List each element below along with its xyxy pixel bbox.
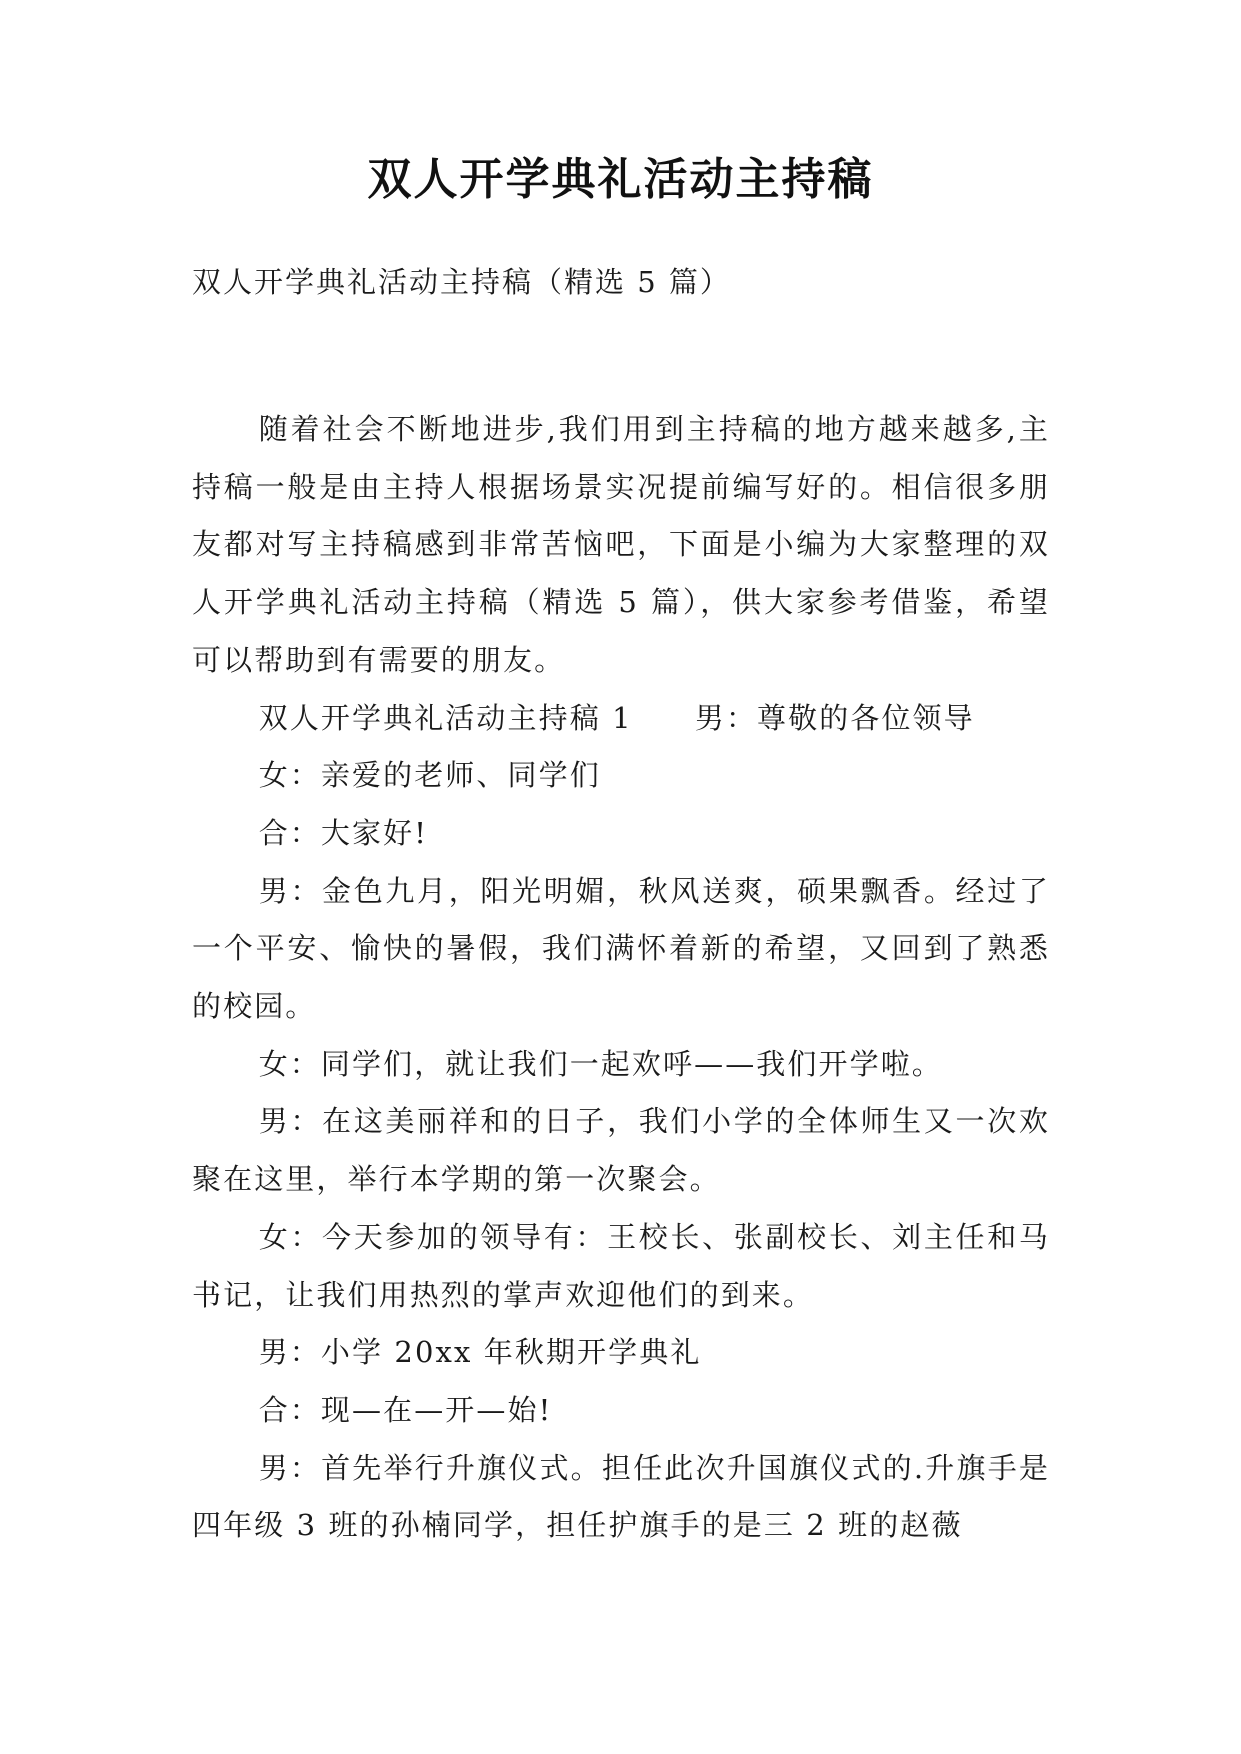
paragraph: 男：小学 20xx 年秋期开学典礼: [258, 1335, 702, 1370]
paragraph: 女：同学们，就让我们一起欢呼——我们开学啦。: [258, 1046, 943, 1081]
document-title: 双人开学典礼活动主持稿: [367, 154, 874, 205]
paragraph: 男：首先举行升旗仪式。担任此次升国旗仪式的.升旗手是四年级 3 班的孙楠同学，担任护旗手的是三 2 班的赵薇: [192, 1450, 1050, 1543]
paragraph: 女：今天参加的领导有：王校长、张副校长、刘主任和马书记，让我们用热烈的掌声欢迎他们的到来。: [192, 1219, 1050, 1312]
paragraph: 随着社会不断地进步,我们用到主持稿的地方越来越多,主持稿一般是由主持人根据场景实况提前编写好的。相信很多朋友都对写主持稿感到非常苦恼吧，下面是小编为大家整理的双人开学典礼活动主持稿（精选 5 篇），供大家参考借鉴，希望可以帮助到有需要的朋友。: [192, 412, 1050, 677]
paragraph: 男：金色九月，阳光明媚，秋风送爽，硕果飘香。经过了一个平安、愉快的暑假，我们满怀着新的希望，又回到了熟悉的校园。: [192, 873, 1050, 1024]
paragraph: 女：亲爱的老师、同学们: [258, 758, 601, 793]
document-body: [192, 401, 1050, 1555]
paragraph: 双人开学典礼活动主持稿 1 男：尊敬的各位领导: [258, 700, 975, 735]
paragraph: 合：现—在—开—始!: [258, 1392, 553, 1427]
document-subtitle: 双人开学典礼活动主持稿（精选 5 篇）: [192, 265, 731, 299]
paragraph: 男：在这美丽祥和的日子，我们小学的全体师生又一次欢聚在这里，举行本学期的第一次聚会。: [192, 1104, 1050, 1197]
paragraph: 合：大家好!: [258, 815, 428, 850]
